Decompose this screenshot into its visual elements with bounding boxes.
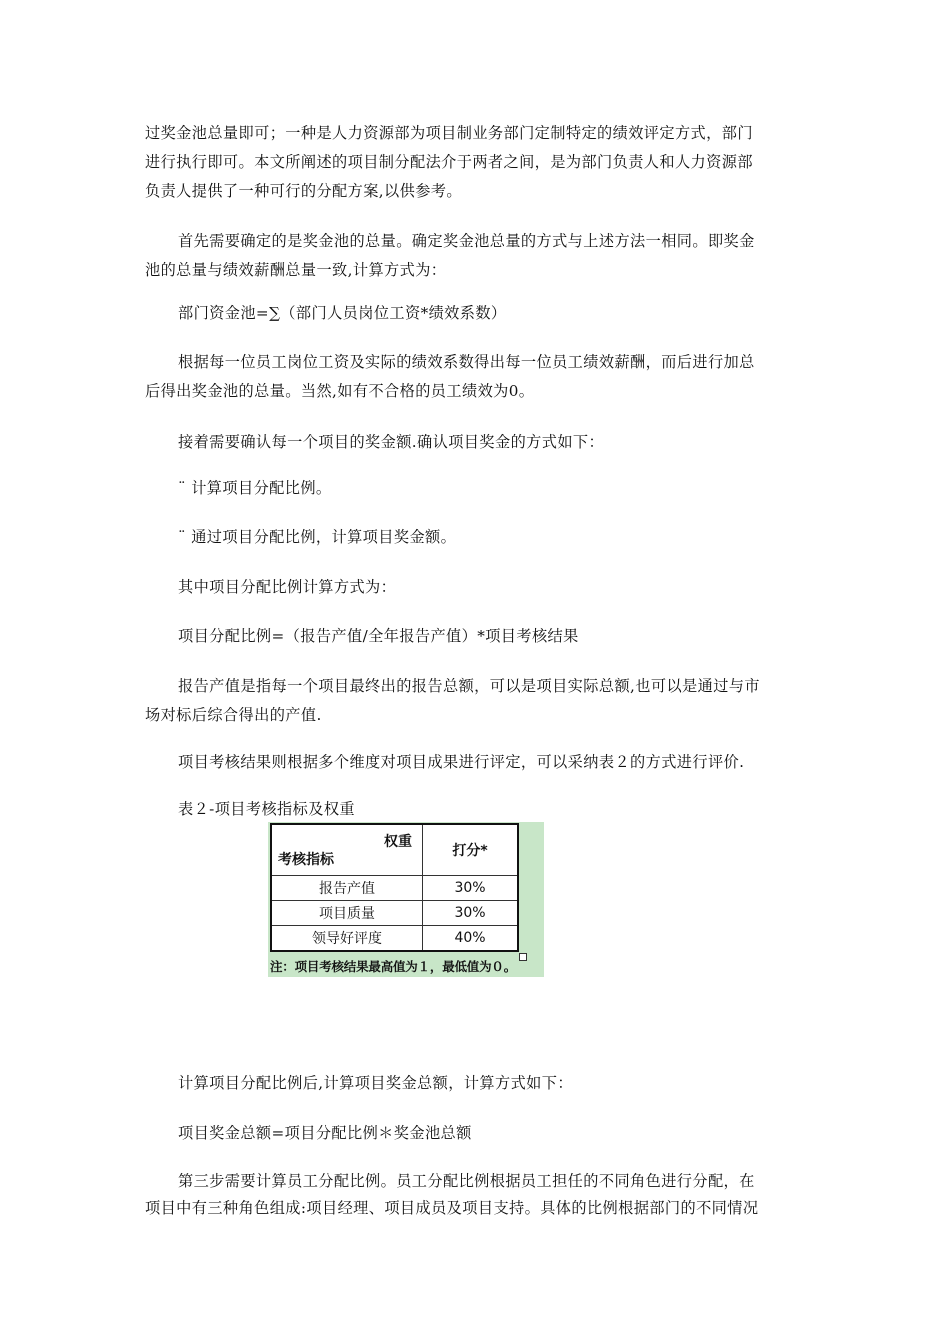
text-line: ¨ 通过项目分配比例，计算项目奖金额。 <box>178 528 457 546</box>
table-note: 注：项目考核结果最高值为１，最低值为０。 <box>270 959 517 974</box>
text-line: 计算项目分配比例后,计算项目奖金总额，计算方式如下： <box>178 1074 573 1092</box>
text-line: 过奖金池总量即可；一种是人力资源部为项目制业务部门定制特定的绩效评定方式，部门 <box>145 124 753 142</box>
text-line: 报告产值是指每一个项目最终出的报告总额，可以是项目实际总额,也可以是通过与市 <box>178 677 760 695</box>
text-line: 项目考核结果则根据多个维度对项目成果进行评定，可以采纳表２的方式进行评价. <box>178 753 745 771</box>
indicator-cell: 领导好评度 <box>271 926 423 952</box>
evaluation-table-image <box>268 822 544 977</box>
text-line: 负责人提供了一种可行的分配方案,以供参考。 <box>145 182 462 200</box>
indicator-cell: 项目质量 <box>271 901 423 926</box>
text-line: 部门资金池=∑（部门人员岗位工资*绩效系数） <box>178 304 507 322</box>
text-line: 根据每一位员工岗位工资及实际的绩效系数得出每一位员工绩效薪酬，而后进行加总 <box>178 353 755 371</box>
table-row <box>271 926 518 952</box>
text-line: 项目中有三种角色组成:项目经理、项目成员及项目支持。具体的比例根据部门的不同情况 <box>145 1199 759 1217</box>
weight-cell: 30% <box>423 876 519 901</box>
indicator-header: 考核指标 <box>278 852 334 868</box>
text-line: 项目奖金总额=项目分配比例＊奖金池总额 <box>178 1124 472 1142</box>
table-diagonal-header <box>271 824 423 876</box>
evaluation-table <box>270 823 519 952</box>
text-line: 首先需要确定的是奖金池的总量。确定奖金池总量的方式与上述方法一相同。即奖金 <box>178 232 755 250</box>
weight-cell: 30% <box>423 901 519 926</box>
resize-handle-icon <box>519 953 527 961</box>
text-line: 进行执行即可。本文所阐述的项目制分配法介于两者之间，是为部门负责人和人力资源部 <box>145 153 753 171</box>
score-header: 打分* <box>423 824 519 876</box>
table-row <box>271 901 518 926</box>
text-line: 接着需要确认每一个项目的奖金额.确认项目奖金的方式如下： <box>178 433 605 451</box>
text-line: 后得出奖金池的总量。当然,如有不合格的员工绩效为0。 <box>145 382 535 400</box>
text-line: 场对标后综合得出的产值. <box>145 706 322 724</box>
text-line: 表２-项目考核指标及权重 <box>178 800 355 818</box>
table-row <box>271 876 518 901</box>
text-line: 池的总量与绩效薪酬总量一致,计算方式为： <box>145 261 447 279</box>
weight-header: 权重 <box>384 834 412 850</box>
weight-cell: 40% <box>423 926 519 952</box>
indicator-cell: 报告产值 <box>271 876 423 901</box>
text-line: 其中项目分配比例计算方式为： <box>178 578 397 596</box>
table-header-row <box>271 824 518 876</box>
text-line: 第三步需要计算员工分配比例。员工分配比例根据员工担任的不同角色进行分配，在 <box>178 1172 755 1190</box>
text-line: 项目分配比例=（报告产值/全年报告产值）*项目考核结果 <box>178 627 579 645</box>
text-line: ¨ 计算项目分配比例。 <box>178 479 332 497</box>
